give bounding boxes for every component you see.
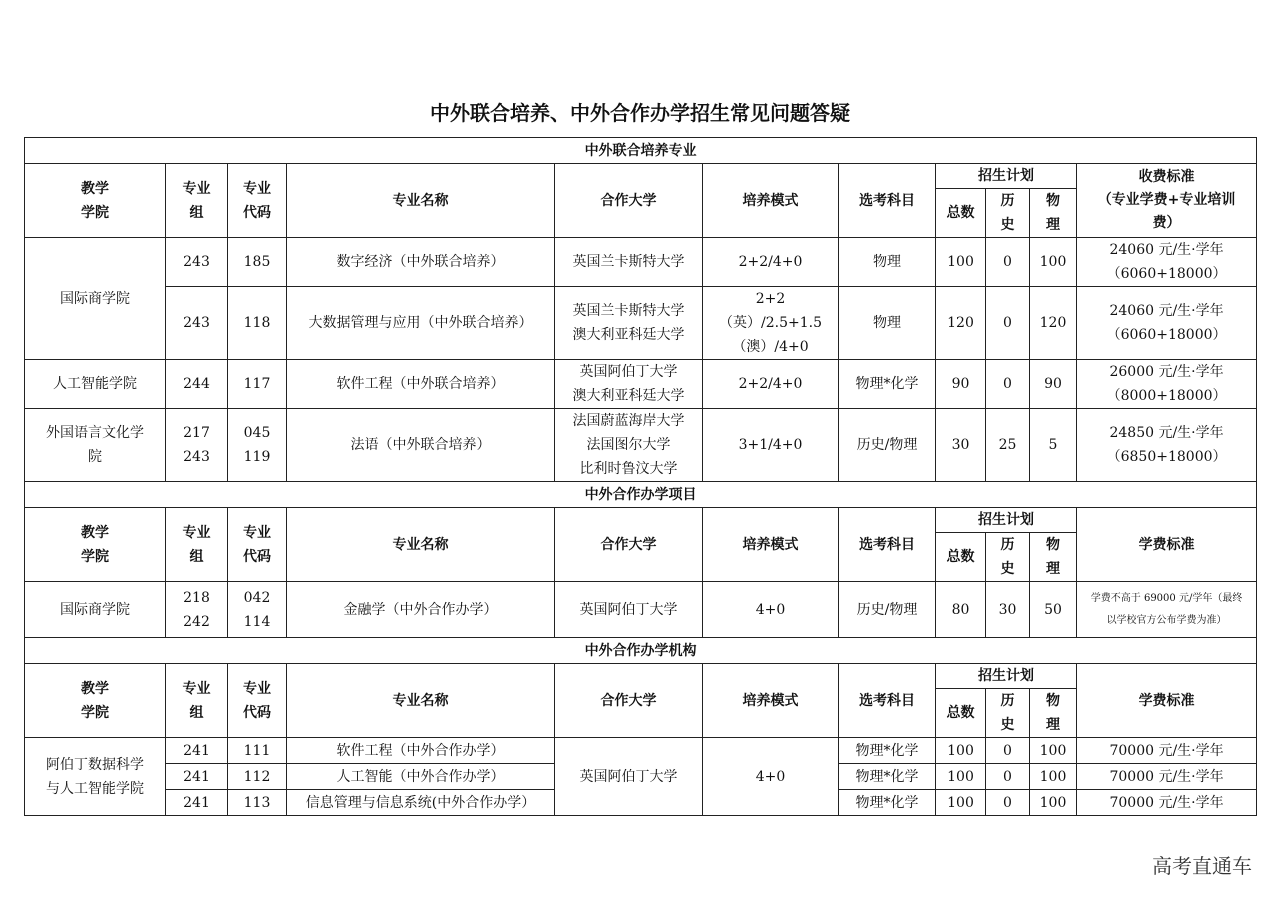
history-cell: 25 (986, 409, 1030, 482)
header-code: 专业 代码 (228, 164, 287, 238)
total-cell: 100 (936, 238, 986, 287)
table-row (25, 582, 1257, 638)
major-cell: 数字经济（中外联合培养） (287, 238, 555, 287)
physics-cell: 100 (1030, 238, 1077, 287)
total-cell: 80 (936, 582, 986, 638)
history-cell: 0 (986, 238, 1030, 287)
physics-cell: 100 (1030, 790, 1077, 816)
code-cell: 045 119 (228, 409, 287, 482)
section-heading-row (25, 638, 1257, 664)
total-cell: 100 (936, 790, 986, 816)
total-cell: 100 (936, 764, 986, 790)
subjects-cell: 物理*化学 (839, 764, 936, 790)
header-fee: 学费标准 (1077, 664, 1257, 738)
section-heading-row (25, 482, 1257, 508)
code-cell: 185 (228, 238, 287, 287)
header-physics: 物 理 (1030, 533, 1077, 582)
group-cell: 244 (166, 360, 228, 409)
header-subjects: 选考科目 (839, 164, 936, 238)
mode-cell: 3+1/4+0 (703, 409, 839, 482)
group-cell: 243 (166, 238, 228, 287)
partner-cell: 法国蔚蓝海岸大学 法国图尔大学 比利时鲁汶大学 (555, 409, 703, 482)
header-total: 总数 (936, 533, 986, 582)
code-cell: 042 114 (228, 582, 287, 638)
total-cell: 30 (936, 409, 986, 482)
header-physics: 物 理 (1030, 189, 1077, 238)
header-group: 专业 组 (166, 664, 228, 738)
total-cell: 90 (936, 360, 986, 409)
physics-cell: 120 (1030, 287, 1077, 360)
page-title: 中外联合培养、中外合作办学招生常见问题答疑 (430, 101, 850, 125)
group-cell: 218 242 (166, 582, 228, 638)
subjects-cell: 物理*化学 (839, 360, 936, 409)
header-total: 总数 (936, 689, 986, 738)
group-cell: 241 (166, 738, 228, 764)
header-row (25, 164, 1257, 189)
watermark-text: 高考直通车 (1152, 854, 1252, 878)
code-cell: 118 (228, 287, 287, 360)
header-subjects: 选考科目 (839, 664, 936, 738)
section-heading: 中外合作办学机构 (25, 638, 1257, 664)
header-fee: 学费标准 (1077, 508, 1257, 582)
header-college: 教学 学院 (25, 664, 166, 738)
header-partner: 合作大学 (555, 164, 703, 238)
header-total: 总数 (936, 189, 986, 238)
subjects-cell: 历史/物理 (839, 582, 936, 638)
physics-cell: 100 (1030, 738, 1077, 764)
college-cell: 国际商学院 (25, 238, 166, 360)
header-group: 专业 组 (166, 164, 228, 238)
header-history: 历 史 (986, 689, 1030, 738)
total-cell: 100 (936, 738, 986, 764)
college-cell: 国际商学院 (25, 582, 166, 638)
history-cell: 0 (986, 790, 1030, 816)
header-mode: 培养模式 (703, 164, 839, 238)
table-row (25, 287, 1257, 360)
fee-cell: 24060 元/生·学年 （6060+18000） (1077, 238, 1257, 287)
admissions-table (24, 137, 1257, 816)
table-row (25, 360, 1257, 409)
table-row (25, 238, 1257, 287)
physics-cell: 50 (1030, 582, 1077, 638)
fee-cell: 学费不高于 69000 元/学年（最终 以学校官方公布学费为准） (1077, 582, 1257, 638)
code-cell: 117 (228, 360, 287, 409)
header-mode: 培养模式 (703, 664, 839, 738)
header-major: 专业名称 (287, 508, 555, 582)
college-cell: 外国语言文化学 院 (25, 409, 166, 482)
group-cell: 241 (166, 790, 228, 816)
mode-cell: 2+2/4+0 (703, 360, 839, 409)
history-cell: 0 (986, 287, 1030, 360)
section-heading-row (25, 138, 1257, 164)
mode-cell: 2+2/4+0 (703, 238, 839, 287)
history-cell: 0 (986, 764, 1030, 790)
major-cell: 法语（中外联合培养） (287, 409, 555, 482)
code-cell: 113 (228, 790, 287, 816)
major-cell: 人工智能（中外合作办学） (287, 764, 555, 790)
header-plan: 招生计划 (936, 164, 1077, 189)
header-major: 专业名称 (287, 164, 555, 238)
header-partner: 合作大学 (555, 664, 703, 738)
header-college: 教学 学院 (25, 164, 166, 238)
mode-cell: 2+2（英）/2.5+1.5 （澳）/4+0 (703, 287, 839, 360)
header-physics: 物 理 (1030, 689, 1077, 738)
subjects-cell: 历史/物理 (839, 409, 936, 482)
section-heading: 中外联合培养专业 (25, 138, 1257, 164)
partner-cell: 英国阿伯丁大学 澳大利亚科廷大学 (555, 360, 703, 409)
fee-cell: 70000 元/生·学年 (1077, 790, 1257, 816)
history-cell: 0 (986, 738, 1030, 764)
college-cell: 阿伯丁数据科学 与人工智能学院 (25, 738, 166, 816)
code-cell: 112 (228, 764, 287, 790)
total-cell: 120 (936, 287, 986, 360)
group-cell: 243 (166, 287, 228, 360)
header-major: 专业名称 (287, 664, 555, 738)
header-code: 专业 代码 (228, 508, 287, 582)
header-row (25, 508, 1257, 533)
major-cell: 金融学（中外合作办学） (287, 582, 555, 638)
fee-cell: 70000 元/生·学年 (1077, 738, 1257, 764)
partner-cell: 英国兰卡斯特大学 (555, 238, 703, 287)
header-plan: 招生计划 (936, 508, 1077, 533)
header-mode: 培养模式 (703, 508, 839, 582)
partner-cell: 英国阿伯丁大学 (555, 582, 703, 638)
header-fee: 收费标准 （专业学费+专业培训 费） (1077, 164, 1257, 238)
history-cell: 30 (986, 582, 1030, 638)
fee-cell: 70000 元/生·学年 (1077, 764, 1257, 790)
physics-cell: 5 (1030, 409, 1077, 482)
table-row (25, 738, 1257, 764)
partner-cell: 英国阿伯丁大学 (555, 738, 703, 816)
header-partner: 合作大学 (555, 508, 703, 582)
mode-cell: 4+0 (703, 738, 839, 816)
subjects-cell: 物理 (839, 287, 936, 360)
header-row (25, 664, 1257, 689)
major-cell: 软件工程（中外联合培养） (287, 360, 555, 409)
physics-cell: 100 (1030, 764, 1077, 790)
header-history: 历 史 (986, 189, 1030, 238)
subjects-cell: 物理*化学 (839, 790, 936, 816)
major-cell: 大数据管理与应用（中外联合培养） (287, 287, 555, 360)
header-group: 专业 组 (166, 508, 228, 582)
header-college: 教学 学院 (25, 508, 166, 582)
code-cell: 111 (228, 738, 287, 764)
major-cell: 信息管理与信息系统(中外合作办学） (287, 790, 555, 816)
subjects-cell: 物理 (839, 238, 936, 287)
subjects-cell: 物理*化学 (839, 738, 936, 764)
header-plan: 招生计划 (936, 664, 1077, 689)
mode-cell: 4+0 (703, 582, 839, 638)
physics-cell: 90 (1030, 360, 1077, 409)
history-cell: 0 (986, 360, 1030, 409)
major-cell: 软件工程（中外合作办学） (287, 738, 555, 764)
header-subjects: 选考科目 (839, 508, 936, 582)
group-cell: 217 243 (166, 409, 228, 482)
college-cell: 人工智能学院 (25, 360, 166, 409)
fee-cell: 24060 元/生·学年 （6060+18000） (1077, 287, 1257, 360)
header-code: 专业 代码 (228, 664, 287, 738)
table-row (25, 409, 1257, 482)
fee-cell: 26000 元/生·学年 （8000+18000） (1077, 360, 1257, 409)
group-cell: 241 (166, 764, 228, 790)
fee-cell: 24850 元/生·学年 （6850+18000） (1077, 409, 1257, 482)
partner-cell: 英国兰卡斯特大学 澳大利亚科廷大学 (555, 287, 703, 360)
section-heading: 中外合作办学项目 (25, 482, 1257, 508)
header-history: 历 史 (986, 533, 1030, 582)
